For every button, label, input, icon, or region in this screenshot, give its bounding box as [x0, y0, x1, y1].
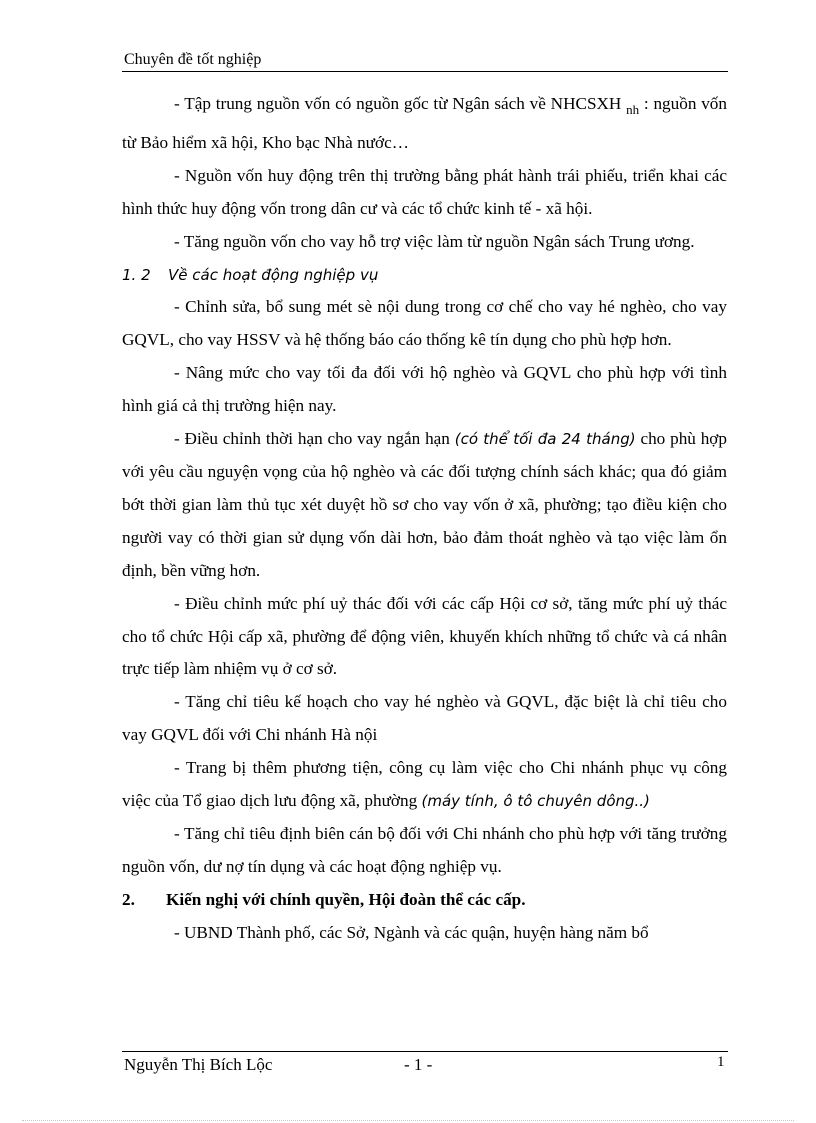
section-title: Kiến nghị với chính quyền, Hội đoàn thể các cấp. — [166, 889, 526, 909]
footer-author: Nguyễn Thị Bích Lộc — [124, 1055, 273, 1074]
document-body — [122, 88, 727, 950]
section-title: Về các hoạt động nghiệp vụ — [168, 265, 379, 284]
header-divider — [122, 71, 728, 72]
paragraph-3: - Tăng nguồn vốn cho vay hỗ trợ việc làm từ nguồn Ngân sách Trung ương. — [174, 231, 695, 251]
footer-page-number: 1 — [717, 1054, 725, 1070]
header-title: Chuyên đề tốt nghiệp — [124, 51, 262, 68]
paragraph-11: - UBND Thành phố, các Sở, Ngành và các quận, huyện hàng năm bổ — [174, 922, 649, 942]
paragraph-2: - Nguồn vốn huy động trên thị trường bằng phát hành trái phiếu, triển khai các hình thức huy động vốn trong dân cư và các tổ chức kinh tế - xã hội. — [122, 165, 727, 218]
paragraph-10: - Tăng chỉ tiêu định biên cán bộ đối với Chi nhánh cho phù hợp với tăng trưởng nguồn vốn, dư nợ tín dụng và các hoạt động nghiệp vụ. — [122, 823, 727, 876]
paragraph-8: - Tăng chỉ tiêu kế hoạch cho vay hé nghèo và GQVL, đặc biệt là chỉ tiêu cho vay GQVL đối với Chi nhánh Hà nội — [122, 692, 727, 745]
section-number: 1. 2 — [122, 265, 151, 284]
section-heading-1-2 — [122, 259, 727, 292]
italic-note: (có thể tối đa 24 tháng) — [454, 430, 636, 449]
footer-divider — [122, 1051, 728, 1052]
paragraph-7: - Điều chỉnh mức phí uỷ thác đối với các cấp Hội cơ sở, tăng mức phí uỷ thác cho tổ chức Hội cấp xã, phường để động viên, khuyến khích những tổ chức và cá nhân trực tiếp làm nhiệm vụ ở cơ sở. — [122, 593, 727, 679]
paragraph-1: - Tập trung nguồn vốn có nguồn gốc từ Ngân sách về NHCSXH $_{nh}$ : nguồn vốn từ Bảo hiểm xã hội, Kho bạc Nhà nước… — [122, 94, 727, 152]
section-heading-2 — [122, 884, 727, 917]
paragraph-6: - Điều chỉnh thời hạn cho vay ngắn hạn (có thể tối đa 24 tháng) cho phù hợp với yêu cầu nguyện vọng của hộ nghèo và các đối tượng chính sách khác; qua đó giảm bớt thời gian làm thủ tục xét duyệt hồ sơ cho vay vốn ở xã, phường; tạo điều kiện cho người vay có thời gian sử dụng vốn dài hơn, bảo đảm thoát nghèo và tạo việc làm ổn định, bền vững hơn. — [122, 429, 727, 580]
section-number: 2. — [122, 889, 135, 909]
paragraph-5: - Nâng mức cho vay tối đa đối với hộ nghèo và GQVL cho phù hợp với tình hình giá cả thị trường hiện nay. — [122, 363, 727, 416]
subscript: nh — [626, 102, 640, 117]
page-boundary — [22, 1120, 794, 1121]
footer-page-label: - 1 - — [404, 1055, 433, 1074]
paragraph-9: - Trang bị thêm phương tiện, công cụ làm việc cho Chi nhánh phục vụ công việc của Tổ giao dịch lưu động xã, phường (máy tính, ô tô chuyên dông..) — [122, 758, 727, 811]
paragraph-4: - Chỉnh sửa, bổ sung mét sè nội dung trong cơ chế cho vay hé nghèo, cho vay GQVL, cho vay HSSV và hệ thống báo cáo thống kê tín dụng cho phù hợp hơn. — [122, 297, 727, 350]
italic-note: (máy tính, ô tô chuyên dông..) — [421, 792, 650, 811]
